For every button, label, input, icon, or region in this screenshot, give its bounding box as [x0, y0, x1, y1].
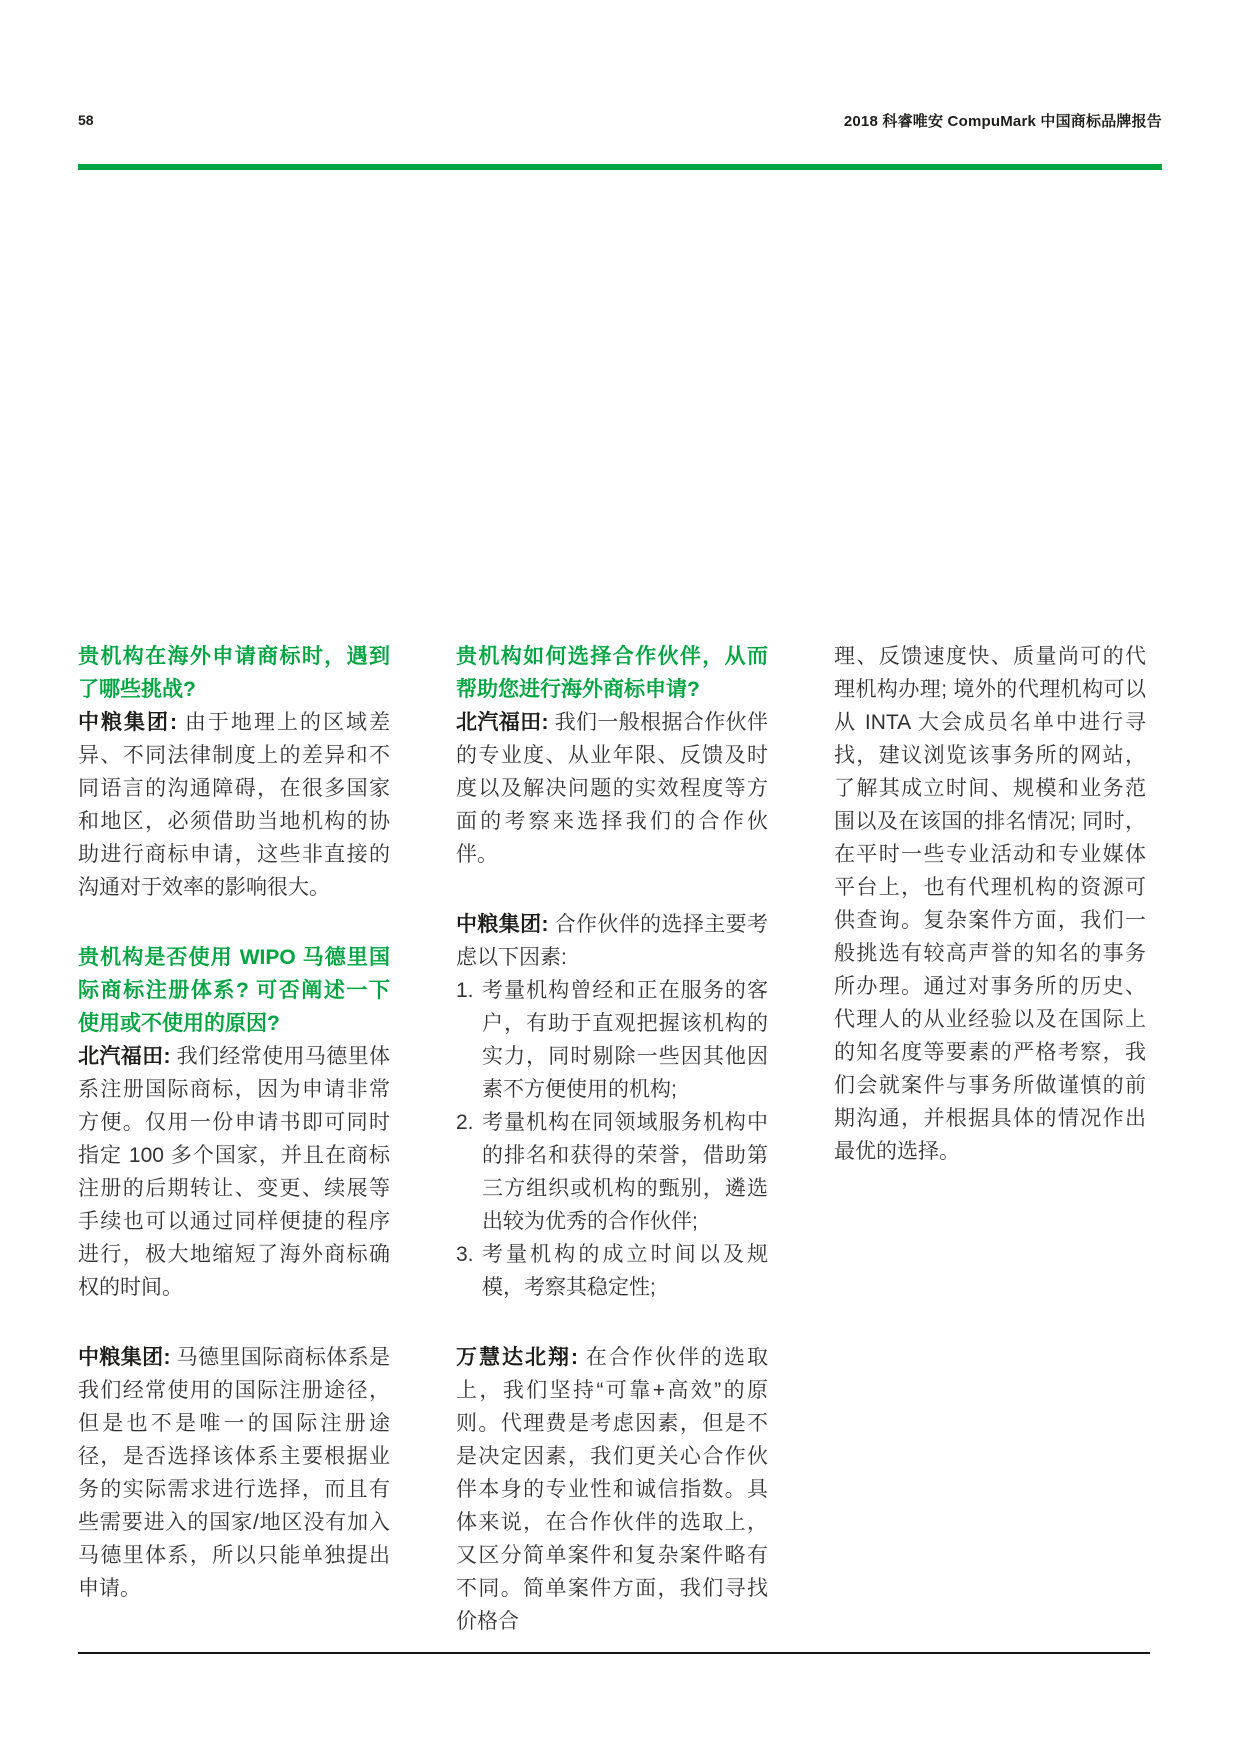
answer-text: 由于地理上的区域差异、不同法律制度上的差异和不同语言的沟通障碍，在很多国家和地区，必须借助当地机构的协助进行商标申请，这些非直接的沟通对于效率的影响很大。 [78, 711, 390, 899]
continuation-paragraph: 理、反馈速度快、质量尚可的代理机构办理; 境外的代理机构可以从 INTA 大会成员名单中进行寻找，建议浏览该事务所的网站，了解其成立时间、规模和业务范围以及在该国的排名情况; 同时，在平时一些专业活动和专业媒体平台上，也有代理机构的资源可供查询。复杂案件方面，我们一般挑选有较高声誉的知名的事务所办理。通过对事务所的历史、代理人的从业经验以及在国际上的知名度等要素的严格考察，我们会就案件与事务所做谨慎的前期沟通，并根据具体的情况作出最优的选择。 [834, 645, 1146, 1163]
column-3 [834, 640, 1146, 1638]
list-item [456, 974, 768, 1106]
speaker-name: 万慧达北翔: [456, 1346, 579, 1369]
question-heading: 贵机构在海外申请商标时，遇到了哪些挑战? [78, 645, 390, 701]
speaker-name: 北汽福田: [78, 1045, 171, 1068]
speaker-name: 中粮集团: [78, 1346, 171, 1369]
list-item [456, 1106, 768, 1238]
list-item [456, 1238, 768, 1304]
header-rule [78, 164, 1162, 170]
list-item-number: 1. [456, 979, 474, 1002]
question-heading: 贵机构是否使用 WIPO 马德里国际商标注册体系? 可否阐述一下使用或不使用的原因? [78, 946, 390, 1035]
answer-paragraph [456, 908, 768, 974]
content-columns [78, 640, 1146, 1638]
answer-text: 在合作伙伴的选取上，我们坚持“可靠+高效”的原则。代理费是考虑因素，但是不是决定因素，我们更关心合作伙伴本身的专业性和诚信指数。具体来说，在合作伙伴的选取上，又区分简单案件和复杂案件略有不同。简单案件方面，我们寻找价格合 [456, 1346, 768, 1633]
numbered-list [456, 974, 768, 1304]
answer-paragraph [456, 706, 768, 871]
answer-text: 我们一般根据合作伙伴的专业度、从业年限、反馈及时度以及解决问题的实效程度等方面的考察来选择我们的合作伙伴。 [456, 711, 768, 866]
list-item-text: 考量机构的成立时间以及规模，考察其稳定性; [482, 1243, 768, 1299]
answer-text: 我们经常使用马德里体系注册国际商标，因为申请非常方便。仅用一份申请书即可同时指定 100 多个国家，并且在商标注册的后期转让、变更、续展等手续也可以通过同样便捷的程序进行，极大地缩短了海外商标确权的时间。 [78, 1045, 390, 1299]
answer-paragraph [456, 1341, 768, 1638]
speaker-name: 北汽福田: [456, 711, 549, 734]
answer-paragraph [78, 706, 390, 904]
page-number: 58 [78, 112, 94, 128]
answer-text: 马德里国际商标体系是我们经常使用的国际注册途径，但是也不是唯一的国际注册途径，是否选择该体系主要根据业务的实际需求进行选择，而且有些需要进入的国家/地区没有加入马德里体系，所以只能单独提出申请。 [78, 1346, 390, 1600]
speaker-name: 中粮集团: [78, 711, 178, 734]
list-item-number: 2. [456, 1111, 474, 1134]
list-item-number: 3. [456, 1243, 474, 1266]
list-item-text: 考量机构在同领域服务机构中的排名和获得的荣誉，借助第三方组织或机构的甄别，遴选出较为优秀的合作伙伴; [482, 1111, 768, 1233]
answer-paragraph [78, 1040, 390, 1304]
column-2 [456, 640, 768, 1638]
answer-paragraph [78, 1341, 390, 1605]
footer-rule [78, 1652, 1150, 1654]
answer-text: 合作伙伴的选择主要考虑以下因素: [456, 913, 768, 969]
list-item-text: 考量机构曾经和正在服务的客户，有助于直观把握该机构的实力，同时剔除一些因其他因素不方便使用的机构; [482, 979, 768, 1101]
header-title: 2018 科睿唯安 CompuMark 中国商标品牌报告 [843, 113, 1162, 130]
column-1 [78, 640, 390, 1638]
speaker-name: 中粮集团: [456, 913, 549, 936]
question-heading: 贵机构如何选择合作伙伴，从而帮助您进行海外商标申请? [456, 645, 768, 701]
